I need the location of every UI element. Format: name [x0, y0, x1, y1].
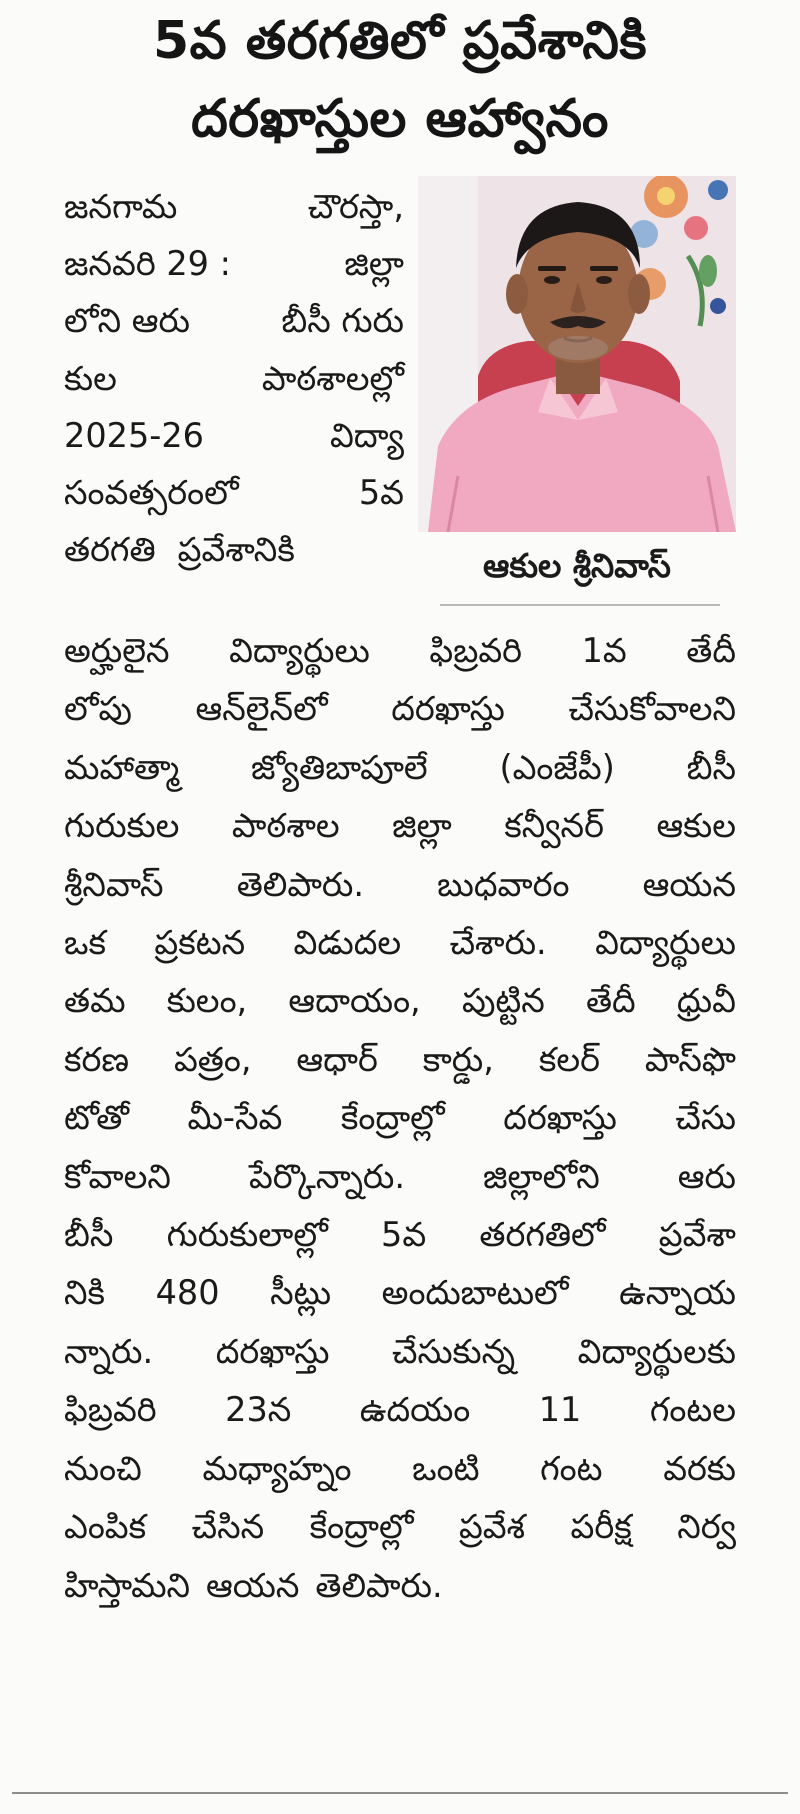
word: తెలిపారు. — [236, 864, 364, 904]
word: సంవత్సరంలో — [64, 473, 239, 513]
word: ఫిబ్రవరి — [64, 1390, 157, 1430]
word: ఆయన — [642, 864, 736, 904]
body-line — [64, 1557, 736, 1615]
body-line — [64, 1323, 736, 1381]
word: 5వ — [358, 473, 404, 513]
word: ఆన్‌లైన్‌లో — [195, 689, 328, 729]
word: పత్రం, — [173, 1039, 252, 1079]
word: చేశారు. — [449, 923, 547, 963]
body-line — [64, 1381, 736, 1439]
word: విద్యార్థులు — [595, 923, 736, 963]
word: గంటల — [649, 1390, 736, 1430]
word: కేంద్రాల్లో — [340, 1098, 445, 1138]
word: బీసీ — [64, 1215, 114, 1255]
body-line — [64, 1498, 736, 1556]
word: 1వ — [581, 631, 627, 670]
word: ఒక — [64, 923, 106, 963]
word: కార్డు, — [422, 1039, 494, 1079]
word: ఉదయం — [359, 1390, 471, 1430]
word: పరీక్ష — [570, 1507, 632, 1547]
word: బీసీ గురు — [281, 301, 404, 341]
word: ఫిబ్రవరి — [429, 631, 523, 670]
word: చేసు — [675, 1098, 736, 1138]
word: మహాత్మా — [64, 747, 180, 787]
word: లోపు — [64, 689, 132, 729]
bottom-divider — [12, 1792, 788, 1794]
word: జిల్లా — [392, 806, 452, 846]
word: కులం, — [166, 981, 248, 1021]
word: ప్రకటన — [154, 923, 246, 963]
word: కుల — [64, 358, 117, 398]
body-line — [64, 1089, 736, 1147]
headline — [0, 2, 800, 158]
word: జనగామ — [64, 187, 178, 226]
word: మధ్యాహ్నం — [202, 1448, 352, 1488]
word: గంట — [540, 1448, 603, 1488]
word: జిల్లాలోని — [483, 1156, 600, 1196]
portrait-image — [418, 176, 736, 532]
body-line — [64, 1264, 736, 1322]
photo-caption: ఆకుల శ్రీనివాస్ — [483, 546, 671, 585]
word: సీట్లు — [270, 1273, 332, 1313]
word: ప్రవేశా — [658, 1215, 736, 1255]
word: నికి — [64, 1273, 106, 1313]
body-line — [64, 739, 736, 797]
word: గురుకుల — [64, 806, 180, 846]
body-line — [64, 622, 736, 680]
word: ఎంపిక — [64, 1507, 147, 1547]
word: 23న — [225, 1390, 292, 1430]
headline-line-1: 5వ తరగతిలో ప్రవేశానికి — [153, 11, 647, 71]
word: 5వ — [381, 1215, 427, 1255]
body-line — [64, 680, 736, 738]
word: మీ-సేవ — [187, 1098, 283, 1138]
word: జిల్లా — [344, 244, 404, 284]
word: చేసుకున్న — [391, 1331, 516, 1371]
intro-line — [64, 235, 404, 292]
word: ఆకుల — [656, 806, 736, 846]
word: బుధవారం — [437, 864, 570, 904]
intro-paragraph — [64, 178, 404, 578]
word: అందుబాటులో — [381, 1273, 569, 1313]
word: న్నారు. — [64, 1331, 154, 1371]
word: కేంద్రాల్లో — [309, 1507, 414, 1547]
intro-line — [64, 350, 404, 407]
word: ధ్రువీ — [676, 981, 736, 1021]
person-photo — [418, 176, 736, 532]
word: విద్యార్థులు — [229, 631, 370, 670]
headline-line-2: దరఖాస్తుల ఆహ్వానం — [191, 89, 609, 149]
body-line — [64, 1148, 736, 1206]
word: 2025-26 — [64, 415, 204, 455]
word: ప్రవేశ — [458, 1507, 526, 1547]
word: కన్వీనర్ — [504, 806, 604, 846]
intro-line — [64, 178, 404, 235]
word: నుంచి — [64, 1448, 142, 1488]
body-line — [64, 1440, 736, 1498]
word: చేసుకోవాలని — [568, 689, 736, 729]
word: జ్యోతిబాపూలే — [251, 747, 428, 787]
body-line — [64, 797, 736, 855]
word: 480 — [155, 1273, 220, 1313]
body-line — [64, 856, 736, 914]
intro-line — [64, 464, 404, 521]
word: (ఎంజేపీ) — [499, 747, 615, 787]
word: వరకు — [663, 1448, 736, 1488]
word: తరగతి — [64, 530, 156, 570]
word: విడుదల — [293, 923, 402, 963]
body-line — [64, 1031, 736, 1089]
word: విద్యా — [329, 415, 404, 455]
word: చేసిన — [191, 1507, 265, 1547]
body-line — [64, 972, 736, 1030]
word: తెలిపారు. — [315, 1565, 443, 1605]
word: హిస్తామని — [64, 1565, 191, 1605]
word: దరఖాస్తు — [391, 689, 505, 729]
word: 11 — [538, 1390, 582, 1430]
word: చౌరస్తా, — [307, 187, 404, 226]
word: ఆదాయం, — [288, 981, 421, 1021]
word: బీసీ — [686, 747, 736, 787]
word: ఒంటి — [412, 1448, 480, 1488]
word: కలర్ — [538, 1039, 600, 1079]
word: ఆధార్ — [296, 1039, 378, 1079]
word: తరగతిలో — [479, 1215, 606, 1255]
body-line — [64, 1206, 736, 1264]
word: పాఠశాలల్లో — [261, 358, 404, 398]
word: టోతో — [64, 1098, 129, 1138]
word: జనవరి 29 : — [64, 244, 231, 284]
word: కరణ — [64, 1039, 130, 1079]
word: పాస్‌ఫొ — [644, 1039, 736, 1079]
word: దరఖాస్తు — [503, 1098, 617, 1138]
intro-line — [64, 521, 404, 578]
word: విద్యార్థులకు — [577, 1331, 736, 1371]
word: పేర్కొన్నారు. — [248, 1156, 406, 1196]
word: నిర్వ — [677, 1507, 736, 1547]
word: కోవాలని — [64, 1156, 171, 1196]
word: దరఖాస్తు — [215, 1331, 330, 1371]
word: అర్హులైన — [64, 631, 170, 670]
word: శ్రీనివాస్ — [64, 864, 164, 904]
intro-line — [64, 292, 404, 349]
word: ఆరు — [677, 1156, 736, 1196]
word: ప్రవేశానికి — [177, 530, 295, 570]
body-line — [64, 914, 736, 972]
word: గురుకులాల్లో — [166, 1215, 328, 1255]
caption-divider — [440, 604, 720, 606]
article-body — [64, 622, 736, 1615]
word: పాఠశాల — [231, 806, 340, 846]
intro-line — [64, 407, 404, 464]
word: ఆయన — [206, 1565, 300, 1605]
word: తేదీ — [686, 631, 736, 670]
word: పుట్టిన — [461, 981, 545, 1021]
word: తేదీ — [585, 981, 636, 1021]
word: తమ — [64, 981, 126, 1021]
word: ఉన్నాయ — [619, 1273, 736, 1313]
word: లోని ఆరు — [64, 301, 190, 341]
